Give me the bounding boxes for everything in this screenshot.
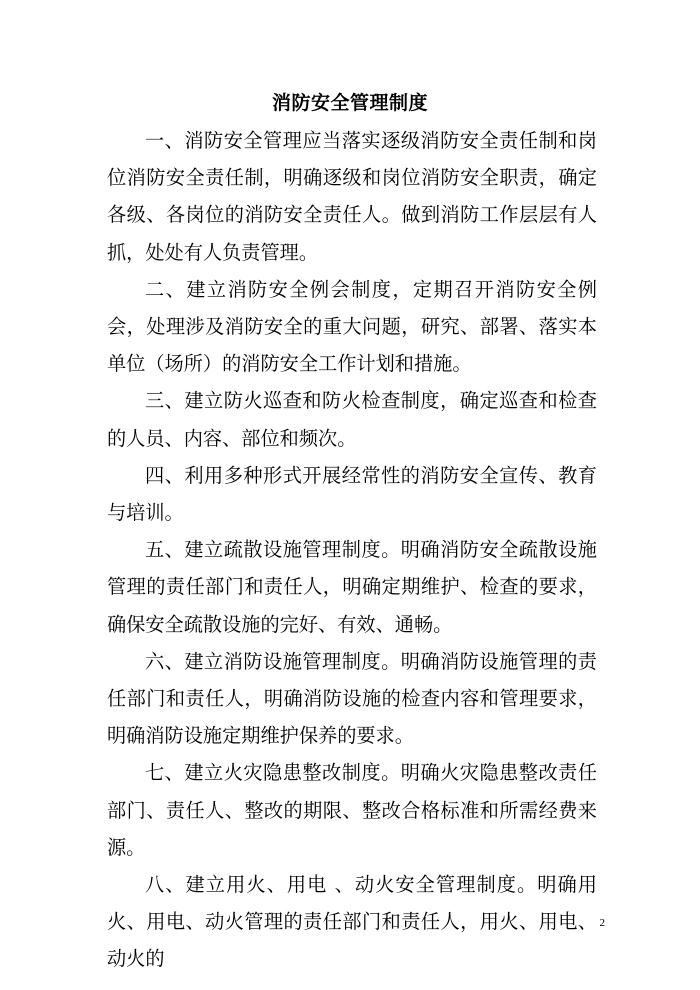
- paragraph-2: 二、建立消防安全例会制度，定期召开消防安全例会，处理涉及消防安全的重大问题，研究、部署、落实本单位（场所）的消防安全工作计划和措施。: [107, 277, 597, 376]
- paragraph-1: 一、消防安全管理应当落实逐级消防安全责任制和岗位消防安全责任制，明确逐级和岗位消防安全职责，确定各级、各岗位的消防安全责任人。做到消防工作层层有人抓，处处有人负责管理。: [107, 129, 597, 264]
- document-body: [107, 122, 597, 978]
- page-number: 2: [599, 917, 605, 929]
- document-title: 消防安全管理制度: [271, 92, 428, 114]
- paragraph-8: 八、建立用火、用电 、动火安全管理制度。明确用火、用电、动火管理的责任部门和责任人，用火、用电、动火的: [107, 873, 597, 971]
- paragraph-6: 六、建立消防设施管理制度。明确消防设施管理的责任部门和责任人，明确消防设施的检查内容和管理要求，明确消防设施定期维护保养的要求。: [107, 649, 597, 748]
- paragraph-5: 五、建立疏散设施管理制度。明确消防安全疏散设施管理的责任部门和责任人，明确定期维护、检查的要求，确保安全疏散设施的完好、有效、通畅。: [107, 538, 597, 636]
- paragraph-3: 三、建立防火巡查和防火检查制度，确定巡查和检查的人员、内容、部位和频次。: [107, 389, 597, 450]
- paragraph-4: 四、利用多种形式开展经常性的消防安全宣传、教育与培训。: [107, 463, 597, 525]
- paragraph-7: 七、建立火灾隐患整改制度。明确火灾隐患整改责任部门、责任人、整改的期限、整改合格标准和所需经费来源。: [107, 761, 597, 859]
